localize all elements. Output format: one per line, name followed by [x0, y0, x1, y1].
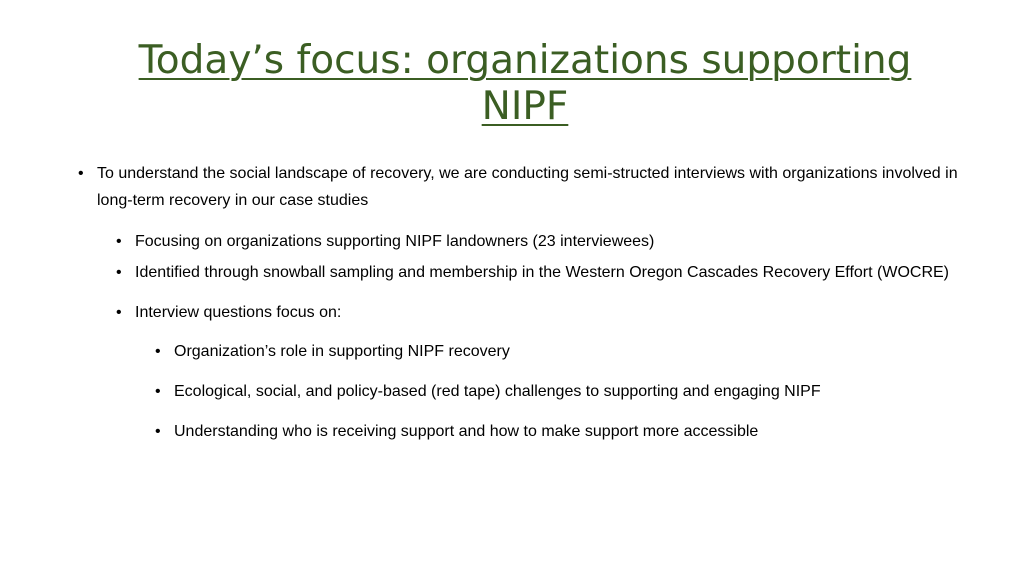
slide-title: Today’s focus: organizations supporting NIPF — [138, 38, 912, 129]
bullet-text-1: To understand the social landscape of recovery, we are conducting semi-structed interviews with organizations involved in long-term recovery in our case studies — [97, 165, 958, 209]
bullet-item-4 — [76, 300, 976, 325]
bullet-text-6: Ecological, social, and policy-based (red tape) challenges to supporting and engaging NIPF — [174, 383, 821, 400]
bullet-text-5: Organization’s role in supporting NIPF recovery — [174, 343, 510, 360]
bullet-text-7: Understanding who is receiving support and how to make support more accessible — [174, 423, 759, 440]
bullet-list — [76, 160, 976, 445]
bullet-text-2: Focusing on organizations supporting NIPF landowners (23 interviewees) — [135, 233, 655, 250]
bullet-marker: • — [155, 383, 161, 400]
bullet-marker: • — [116, 264, 122, 281]
bullet-marker: • — [116, 233, 122, 250]
bullet-marker: • — [155, 423, 161, 440]
bullet-text-3: Identified through snowball sampling and membership in the Western Oregon Cascades Recovery Effort (WOCRE) — [135, 264, 950, 281]
bullet-item-6 — [76, 378, 976, 405]
bullet-marker: • — [155, 343, 161, 360]
bullet-item-1 — [76, 160, 976, 214]
bullet-item-2 — [76, 229, 976, 254]
bullet-marker: • — [116, 304, 122, 321]
bullet-item-3 — [76, 260, 976, 285]
bullet-item-7 — [76, 418, 976, 445]
bullet-text-4: Interview questions focus on: — [135, 304, 342, 321]
bullet-marker: • — [78, 165, 84, 182]
bullet-item-5 — [76, 338, 976, 365]
